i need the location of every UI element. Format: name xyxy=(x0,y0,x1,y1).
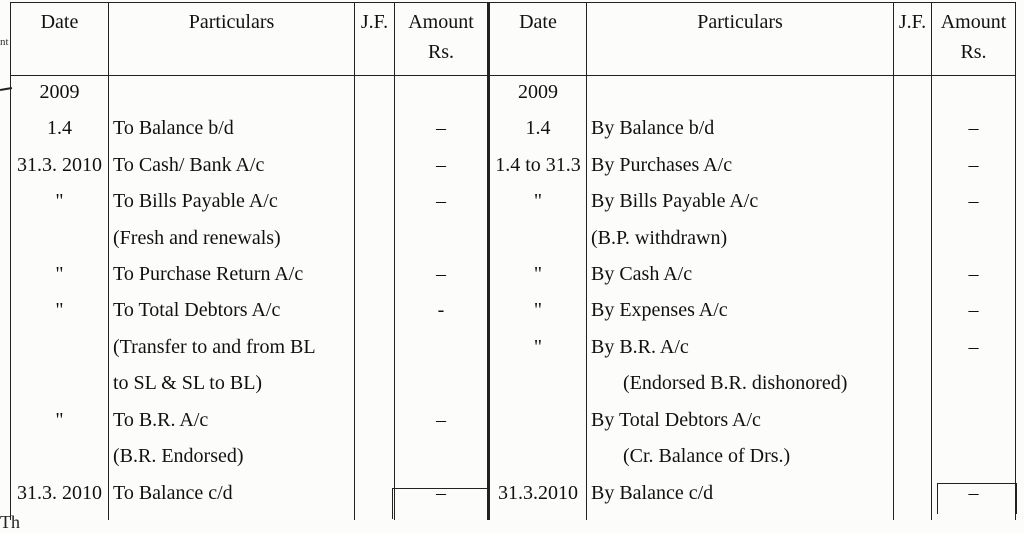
right-date-cell: " xyxy=(489,258,587,294)
left-amount-cell: – xyxy=(395,149,489,185)
right-date-cell xyxy=(489,367,587,403)
left-jf-cell xyxy=(355,477,395,521)
left-date-cell: " xyxy=(11,294,109,330)
footer-fragment: Th xyxy=(0,512,20,532)
ledger-row xyxy=(11,331,1016,367)
right-jf-cell xyxy=(894,185,932,221)
right-jf-cell xyxy=(894,112,932,148)
header-jf-left: J.F. xyxy=(355,3,395,76)
ledger-table xyxy=(10,2,1016,520)
right-amount-cell xyxy=(932,367,1016,403)
right-amount-cell xyxy=(932,440,1016,476)
right-particulars-cell: (Cr. Balance of Drs.) xyxy=(587,440,894,476)
ledger-row xyxy=(11,294,1016,330)
header-amount-left xyxy=(395,3,489,76)
left-date-cell: " xyxy=(11,185,109,221)
right-particulars-cell: By Total Debtors A/c xyxy=(587,404,894,440)
left-amount-cell xyxy=(395,331,489,367)
right-date-cell xyxy=(489,440,587,476)
left-amount-cell xyxy=(395,440,489,476)
left-amount-cell xyxy=(395,222,489,258)
right-date-cell: " xyxy=(489,294,587,330)
left-jf-cell xyxy=(355,331,395,367)
left-jf-cell xyxy=(355,76,395,113)
ledger-row xyxy=(11,185,1016,221)
header-row xyxy=(11,3,1016,76)
left-particulars-cell: To Bills Payable A/c xyxy=(109,185,355,221)
left-particulars-cell: To Cash/ Bank A/c xyxy=(109,149,355,185)
header-amount-line1: Amount xyxy=(940,11,1007,33)
left-particulars-cell: To Purchase Return A/c xyxy=(109,258,355,294)
left-particulars-cell: To Balance c/d xyxy=(109,477,355,521)
right-jf-cell xyxy=(894,331,932,367)
left-date-cell: 31.3. 2010 xyxy=(11,477,109,521)
right-particulars-cell: By Cash A/c xyxy=(587,258,894,294)
left-date-cell: 31.3. 2010 xyxy=(11,149,109,185)
left-date-cell xyxy=(11,367,109,403)
right-jf-cell xyxy=(894,258,932,294)
right-date-cell: " xyxy=(489,185,587,221)
left-particulars-cell xyxy=(109,76,355,113)
right-jf-cell xyxy=(894,222,932,258)
right-jf-cell xyxy=(894,149,932,185)
left-jf-cell xyxy=(355,294,395,330)
right-date-cell: 1.4 xyxy=(489,112,587,148)
left-amount-cell: – xyxy=(395,112,489,148)
left-date-cell xyxy=(11,331,109,367)
right-jf-cell xyxy=(894,477,932,521)
header-date-right: Date xyxy=(489,3,587,76)
right-particulars-cell: By Purchases A/c xyxy=(587,149,894,185)
right-jf-cell xyxy=(894,440,932,476)
left-date-cell xyxy=(11,222,109,258)
right-particulars-cell: By B.R. A/c xyxy=(587,331,894,367)
ledger-row xyxy=(11,367,1016,403)
ledger-row xyxy=(11,477,1016,521)
left-date-cell: " xyxy=(11,404,109,440)
right-amount-cell: – xyxy=(932,331,1016,367)
ledger-row xyxy=(11,404,1016,440)
right-date-cell xyxy=(489,404,587,440)
left-jf-cell xyxy=(355,149,395,185)
left-particulars-cell: (Fresh and renewals) xyxy=(109,222,355,258)
ledger-row xyxy=(11,149,1016,185)
left-particulars-cell: To Total Debtors A/c xyxy=(109,294,355,330)
ledger-row xyxy=(11,440,1016,476)
left-date-cell: 2009 xyxy=(11,76,109,113)
left-jf-cell xyxy=(355,112,395,148)
left-jf-cell xyxy=(355,367,395,403)
ledger-row xyxy=(11,258,1016,294)
margin-fragment: nt xyxy=(0,36,9,48)
header-amount-line2: Rs. xyxy=(960,41,987,63)
right-particulars-cell: By Balance c/d xyxy=(587,477,894,521)
right-jf-cell xyxy=(894,76,932,113)
left-particulars-cell: to SL & SL to BL) xyxy=(109,367,355,403)
ledger-row xyxy=(11,76,1016,113)
header-date-left: Date xyxy=(11,3,109,76)
header-particulars-left: Particulars xyxy=(109,3,355,76)
right-amount-cell: – xyxy=(932,149,1016,185)
right-amount-cell: – xyxy=(932,112,1016,148)
left-particulars-cell: (B.R. Endorsed) xyxy=(109,440,355,476)
right-amount-cell: – xyxy=(932,258,1016,294)
left-amount-cell: – xyxy=(395,404,489,440)
right-amount-cell xyxy=(932,404,1016,440)
right-particulars-cell: By Balance b/d xyxy=(587,112,894,148)
left-date-cell xyxy=(11,440,109,476)
header-jf-right: J.F. xyxy=(894,3,932,76)
right-date-cell xyxy=(489,222,587,258)
right-jf-cell xyxy=(894,404,932,440)
left-particulars-cell: To Balance b/d xyxy=(109,112,355,148)
right-particulars-cell: (Endorsed B.R. dishonored) xyxy=(587,367,894,403)
left-jf-cell xyxy=(355,185,395,221)
ledger-row xyxy=(11,112,1016,148)
right-jf-cell xyxy=(894,367,932,403)
right-amount-cell: – xyxy=(932,185,1016,221)
total-box-left xyxy=(392,488,488,519)
left-amount-cell: – xyxy=(395,185,489,221)
left-jf-cell xyxy=(355,258,395,294)
header-amount-line1: Amount xyxy=(408,11,474,33)
left-jf-cell xyxy=(355,222,395,258)
right-particulars-cell: (B.P. withdrawn) xyxy=(587,222,894,258)
right-date-cell: 1.4 to 31.3 xyxy=(489,149,587,185)
left-amount-cell xyxy=(395,76,489,113)
left-amount-cell xyxy=(395,367,489,403)
left-particulars-cell: (Transfer to and from BL xyxy=(109,331,355,367)
ledger-row xyxy=(11,222,1016,258)
total-box-right xyxy=(937,483,1017,514)
ledger-body xyxy=(11,76,1016,521)
right-date-cell: " xyxy=(489,331,587,367)
right-date-cell: 31.3.2010 xyxy=(489,477,587,521)
left-date-cell: " xyxy=(11,258,109,294)
right-particulars-cell xyxy=(587,76,894,113)
left-jf-cell xyxy=(355,404,395,440)
right-date-cell: 2009 xyxy=(489,76,587,113)
header-amount-line2: Rs. xyxy=(427,41,455,63)
left-jf-cell xyxy=(355,440,395,476)
right-particulars-cell: By Bills Payable A/c xyxy=(587,185,894,221)
right-amount-cell: – xyxy=(932,477,1016,521)
left-amount-cell: – xyxy=(395,258,489,294)
right-amount-cell xyxy=(932,222,1016,258)
right-jf-cell xyxy=(894,294,932,330)
left-particulars-cell: To B.R. A/c xyxy=(109,404,355,440)
header-amount-right xyxy=(932,3,1016,76)
left-amount-cell: – xyxy=(395,477,489,521)
header-particulars-right: Particulars xyxy=(587,3,894,76)
left-date-cell: 1.4 xyxy=(11,112,109,148)
right-particulars-cell: By Expenses A/c xyxy=(587,294,894,330)
right-amount-cell xyxy=(932,76,1016,113)
right-amount-cell: – xyxy=(932,294,1016,330)
left-amount-cell: - xyxy=(395,294,489,330)
